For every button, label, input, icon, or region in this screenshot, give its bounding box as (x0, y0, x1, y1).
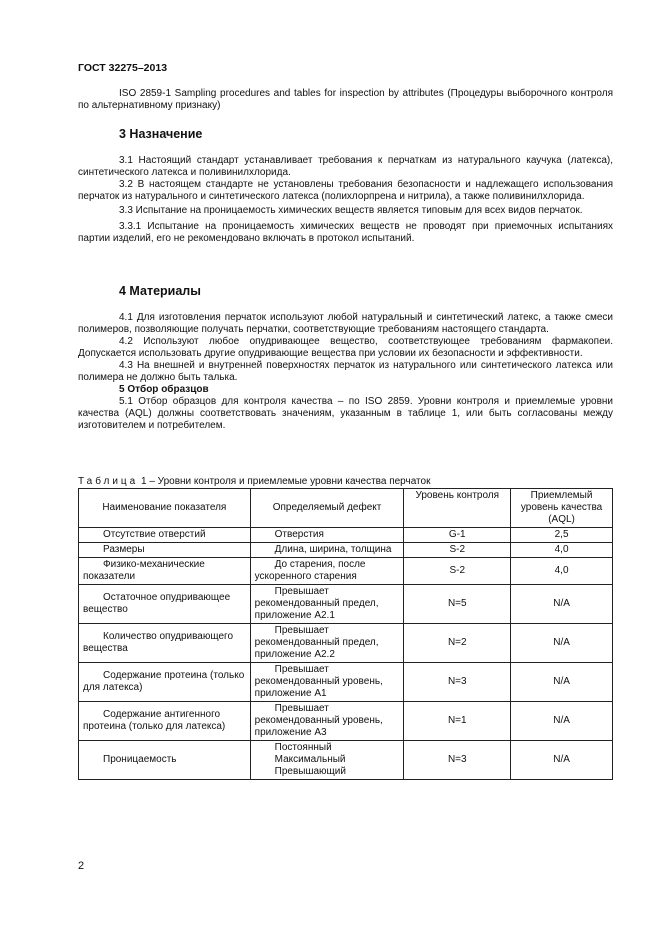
paragraph-3-2: 3.2 В настоящем стандарте не установлены требования безопасности и надлежащего использования перчаток из натурального и синтетического латекса (полихлорпрена и нитрила), а также поливинилхлорида. (78, 179, 613, 202)
paragraph-4-2: 4.2 Используют любое опудривающее вещество, соответствующее требованиям фармакопеи. Допускается использовать другие опудривающие вещества при условии их безопасности и эффективности. (78, 336, 613, 359)
section-5-heading: 5 Отбор образцов (119, 384, 209, 395)
header-indicator: Наименование показателя (79, 489, 251, 528)
header-control-level: Уровень контроля (404, 489, 511, 528)
paragraph-3-1: 3.1 Настоящий стандарт устанавливает требования к перчаткам из натурального каучука (латекса), синтетического латекса и поливинилхлорида. (78, 155, 613, 178)
table-caption: Таблица 1 – Уровни контроля и приемлемые уровни качества перчаток (78, 476, 431, 487)
paragraph-4-1: 4.1 Для изготовления перчаток используют любой натуральный и синтетический латекс, а также смеси полимеров, позволяющие получать перчатки, соответствующие требованиям настоящего стандарта. (78, 312, 613, 335)
intro-reference: ISO 2859-1 Sampling procedures and tables for inspection by attributes (Процедуры выборочного контроля по альтернативному признаку) (78, 88, 613, 111)
table-row: Размеры Длина, ширина, толщина S-2 4,0 (79, 543, 613, 558)
paragraph-5-1: 5.1 Отбор образцов для контроля качества – по ISO 2859. Уровни контроля и приемлемые уровни качества (AQL) должны соответствовать значениям, указанным в таблице 1, или быть согласованы между изготовителем и потребителем. (78, 396, 613, 431)
table-row: Содержание антигенного протеина (только для латекса) Превышает рекомендованный уровень, приложение А3 N=1 N/A (79, 702, 613, 741)
paragraph-3-3-1: 3.3.1 Испытание на проницаемость химических веществ не проводят при приемочных испытаниях партии изделий, его не рекомендовано включать в протокол испытаний. (78, 221, 613, 244)
table-row: Остаточное опудривающее вещество Превышает рекомендованный предел, приложение А2.1 N=5 N/A (79, 585, 613, 624)
section-3-heading: 3 Назначение (119, 127, 203, 141)
table-row: Проницаемость Постоянный Максимальный Превышающий N=3 N/A (79, 741, 613, 780)
quality-levels-table (78, 488, 613, 780)
header-defect: Определяемый дефект (250, 489, 404, 528)
page-number: 2 (78, 860, 85, 872)
table-row: Отсутствие отверстий Отверстия G-1 2,5 (79, 528, 613, 543)
table-row: Физико-механические показатели До старения, после ускоренного старения S-2 4,0 (79, 558, 613, 585)
section-4-heading: 4 Материалы (119, 284, 201, 298)
section-3-body (78, 155, 613, 245)
table-header-row (79, 489, 613, 528)
table-row: Количество опудривающего вещества Превышает рекомендованный предел, приложение А2.2 N=2 N/A (79, 624, 613, 663)
table-row: Содержание протеина (только для латекса) Превышает рекомендованный уровень, приложение А1 N=3 N/A (79, 663, 613, 702)
paragraph-4-3: 4.3 На внешней и внутренней поверхностях перчаток из натурального или синтетического латекса или полимера не должно быть талька. (78, 360, 613, 383)
section-4-body (78, 312, 613, 432)
paragraph-3-3: 3.3 Испытание на проницаемость химических веществ является типовым для всех видов перчаток. (119, 205, 583, 216)
header-aql: Приемлемый уровень качества (AQL) (511, 489, 613, 528)
standard-code: ГОСТ 32275–2013 (78, 62, 168, 74)
